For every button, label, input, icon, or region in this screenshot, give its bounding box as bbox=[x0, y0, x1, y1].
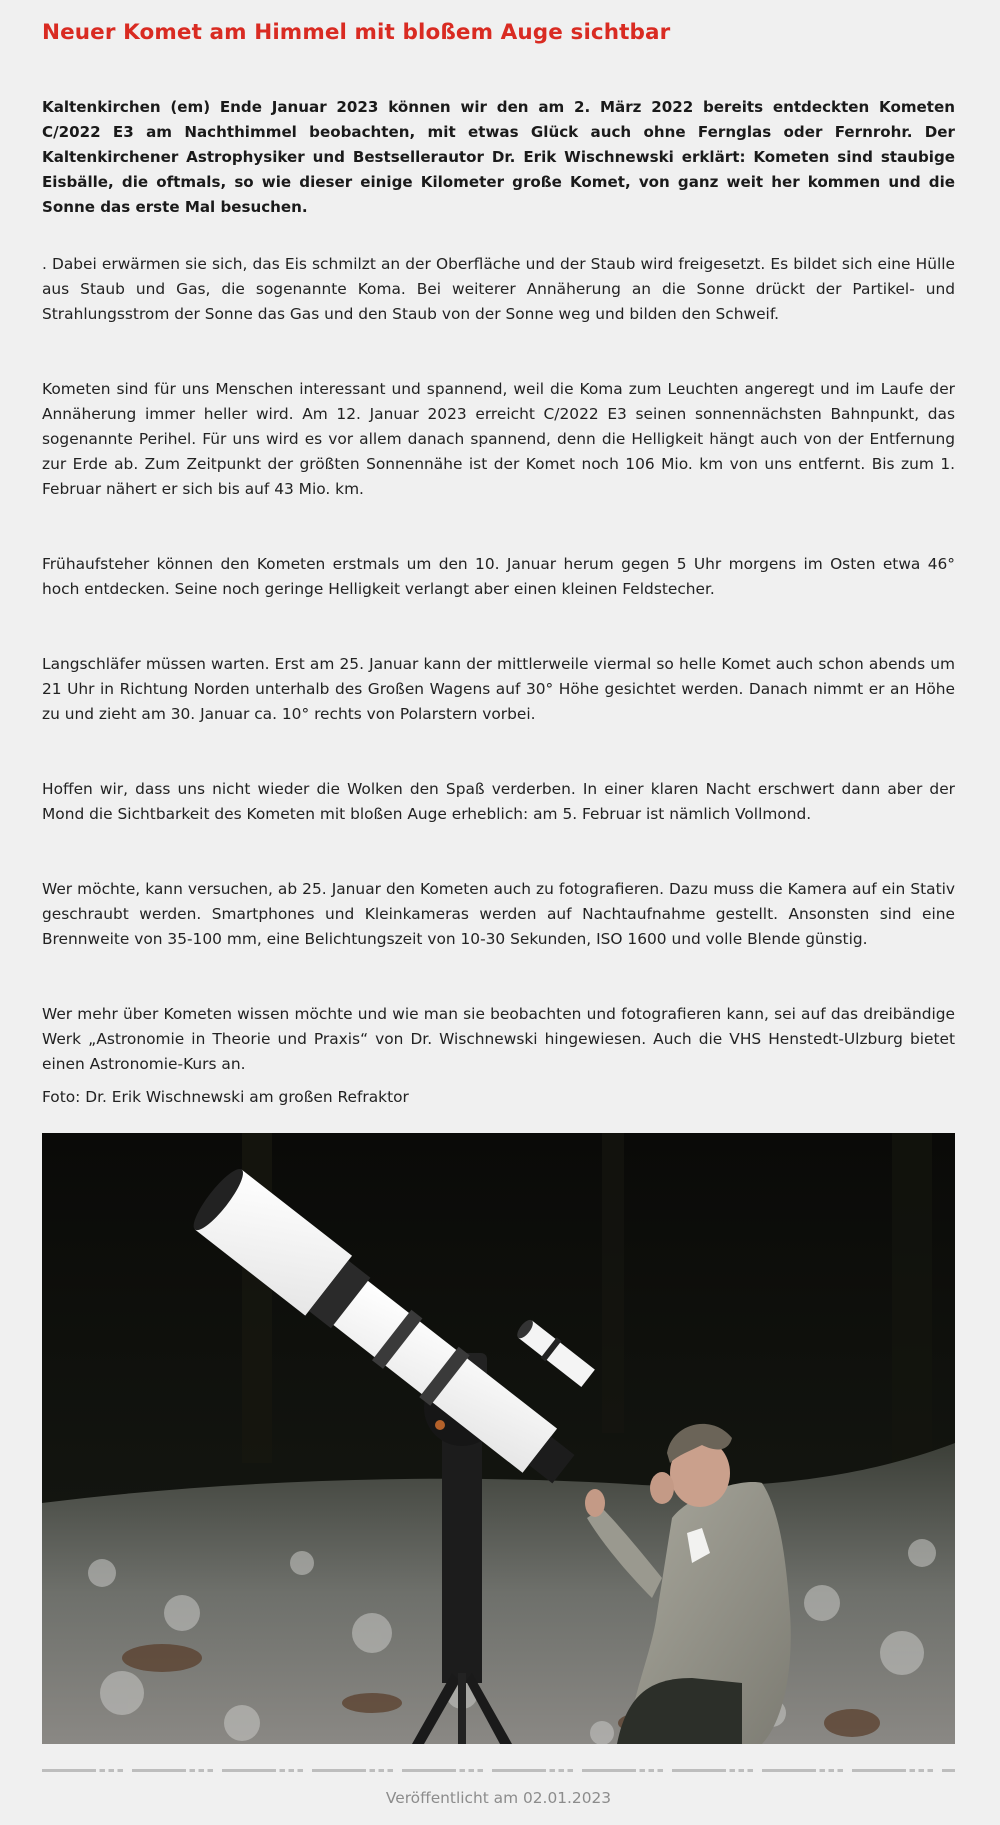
telescope-photo-illustration bbox=[42, 1133, 955, 1744]
paragraph: Kometen sind für uns Menschen interessant und spannend, weil die Koma zum Leuchten angeregt und im Laufe der Annäherung immer heller wird. Am 12. Januar 2023 erreicht C/2022 E3 seinen sonnennächsten Bahnpunkt, das sogenannte Perihel. Für uns wird es vor allem danach spannend, denn die Helligkeit hängt auch von der Entfernung zur Erde ab. Zum Zeitpunkt der größten Sonnennähe ist der Komet noch 106 Mio. km von uns entfernt. Bis zum 1. Februar nähert er sich bis auf 43 Mio. km. bbox=[42, 380, 955, 498]
paragraph: Frühaufsteher können den Kometen erstmals um den 10. Januar herum gegen 5 Uhr morgens im Osten etwa 46° hoch entdecken. Seine noch geringe Helligkeit verlangt aber einen kleinen Feldstecher. bbox=[42, 555, 955, 598]
paragraph: Langschläfer müssen warten. Erst am 25. Januar kann der mittlerweile viermal so helle Komet auch schon abends um 21 Uhr in Richtung Norden unterhalb des Großen Wagens auf 30° Höhe gesichtet werden. Danach nimmt er an Höhe zu und zieht am 30. Januar ca. 10° rechts von Polarstern vorbei. bbox=[42, 655, 955, 723]
telescope-pier bbox=[442, 1433, 482, 1683]
separator-line bbox=[42, 1769, 955, 1772]
article-title: Neuer Komet am Himmel mit bloßem Auge sichtbar bbox=[42, 20, 671, 45]
photo-caption: Foto: Dr. Erik Wischnewski am großen Refraktor bbox=[42, 1088, 409, 1106]
paragraph: . Dabei erwärmen sie sich, das Eis schmilzt an der Oberfläche und der Staub wird freigesetzt. Es bildet sich eine Hülle aus Staub und Gas, die sogenannte Koma. Bei weiterer Annäherung an die Sonne drückt der Partikel- und Strahlungsstrom der Sonne das Gas und den Staub von der Sonne weg und bilden den Schweif. bbox=[42, 255, 955, 323]
paragraph: Wer möchte, kann versuchen, ab 25. Januar den Kometen auch zu fotografieren. Dazu muss die Kamera auf ein Stativ geschraubt werden. Smartphones und Kleinkameras werden auf Nachtaufnahme gestellt. Ansonsten sind eine Brennweite von 35-100 mm, eine Belichtungszeit von 10-30 Sekunden, ISO 1600 und volle Blende günstig. bbox=[42, 880, 955, 948]
article-lead: Kaltenkirchen (em) Ende Januar 2023 können wir den am 2. März 2022 bereits entdeckten Kometen C/2022 E3 am Nachthimmel beobachten, mit etwas Glück auch ohne Fernglas oder Fernrohr. Der Kaltenkirchener Astrophysiker und Bestsellerautor Dr. Erik Wischnewski erklärt: Kometen sind staubige Eisbälle, die oftmals, so wie dieser einige Kilometer große Komet, von ganz weit her kommen und die Sonne das erste Mal besuchen. bbox=[42, 98, 955, 216]
article-photo bbox=[42, 1133, 955, 1744]
paragraph: Hoffen wir, dass uns nicht wieder die Wolken den Spaß verderben. In einer klaren Nacht erschwert dann aber der Mond die Sichtbarkeit des Kometen mit bloßen Auge erheblich: am 5. Februar ist nämlich Vollmond. bbox=[42, 780, 955, 823]
paragraph: Wer mehr über Kometen wissen möchte und wie man sie beobachten und fotografieren kann, sei auf das dreibändige Werk „Astronomie in Theorie und Praxis“ von Dr. Wischnewski hingewiesen. Auch die VHS Henstedt-Ulzburg bietet einen Astronomie-Kurs an. bbox=[42, 1005, 955, 1073]
published-date: Veröffentlicht am 02.01.2023 bbox=[385, 1789, 612, 1807]
